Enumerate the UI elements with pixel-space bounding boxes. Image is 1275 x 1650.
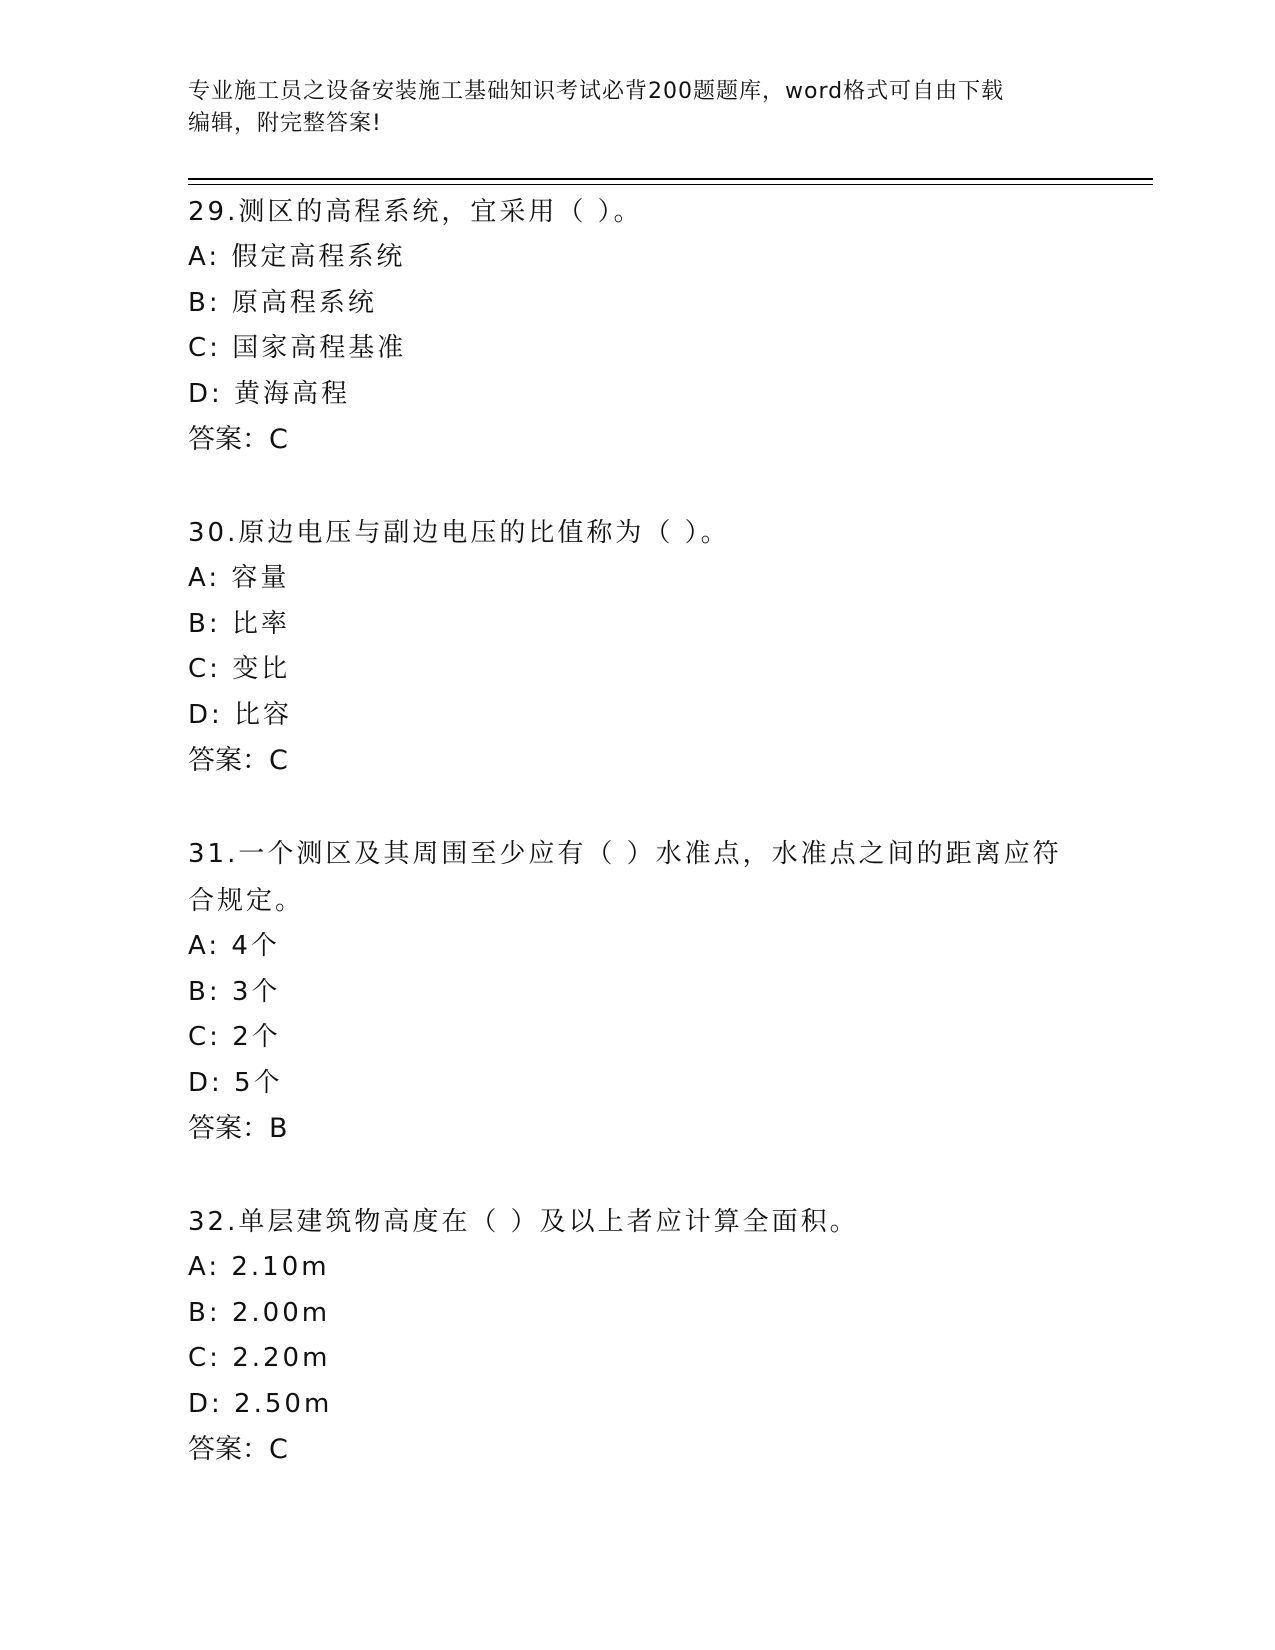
option-d — [188, 372, 1088, 418]
answer-line — [188, 738, 1088, 784]
question-number: 29. — [188, 197, 239, 227]
option-b — [188, 1291, 1088, 1337]
question-stem — [188, 509, 1088, 556]
question-text: 一个测区及其周围至少应有（ ）水准点，水准点之间的距离应符 — [238, 839, 1062, 869]
option-key: D: — [188, 699, 223, 730]
question-text: 原边电压与副边电压的比值称为（ ）。 — [238, 518, 730, 548]
answer-label: 答案： — [188, 1113, 269, 1144]
option-key: A: — [188, 242, 221, 272]
option-b — [188, 970, 1088, 1016]
question-30 — [188, 509, 1088, 784]
question-stem — [188, 1198, 1088, 1245]
option-text: 2个 — [232, 1022, 281, 1052]
question-text: 测区的高程系统，宜采用（ ）。 — [238, 197, 643, 227]
answer-value: C — [269, 745, 288, 776]
question-number: 30. — [188, 518, 239, 548]
option-text: 容量 — [231, 563, 290, 593]
option-text: 2.00m — [231, 1297, 331, 1328]
question-number: 32. — [188, 1207, 239, 1237]
option-key: C: — [188, 1022, 221, 1052]
option-text: 比率 — [231, 608, 290, 639]
option-key: D: — [188, 378, 223, 409]
answer-label: 答案： — [188, 424, 269, 455]
answer-value: C — [269, 1434, 288, 1465]
header-divider-thick — [188, 178, 1153, 180]
answer-line — [188, 1427, 1088, 1473]
answer-value: C — [269, 424, 288, 455]
option-key: A: — [188, 1252, 221, 1282]
option-a — [188, 235, 1088, 281]
question-number: 31. — [188, 839, 239, 869]
option-key: B: — [188, 1297, 221, 1328]
option-text: 假定高程系统 — [231, 242, 406, 272]
question-stem — [188, 830, 1088, 877]
option-text: 4个 — [231, 931, 280, 961]
option-key: A: — [188, 563, 221, 593]
option-b — [188, 602, 1088, 648]
option-key: C: — [188, 333, 221, 363]
option-key: A: — [188, 931, 221, 961]
option-text: 3个 — [231, 976, 281, 1007]
option-d — [188, 1061, 1088, 1107]
question-stem — [188, 188, 1088, 235]
question-stem-continuation: 合规定。 — [188, 886, 305, 916]
option-d — [188, 693, 1088, 739]
option-b — [188, 281, 1088, 327]
document-header — [188, 76, 1088, 140]
question-32 — [188, 1198, 1088, 1473]
option-a — [188, 556, 1088, 602]
question-text: 单层建筑物高度在（ ）及以上者应计算全面积。 — [238, 1207, 859, 1237]
answer-label: 答案： — [188, 745, 269, 776]
option-c — [188, 1336, 1088, 1382]
option-key: B: — [188, 287, 221, 318]
option-key: B: — [188, 608, 221, 639]
option-key: B: — [188, 976, 221, 1007]
header-title-line-1: 专业施工员之设备安装施工基础知识考试必背200题题库，word格式可自由下载 — [188, 79, 1005, 104]
header-title-line-2: 编辑，附完整答案! — [188, 111, 382, 136]
question-31 — [188, 830, 1088, 1152]
option-text: 5个 — [234, 1067, 283, 1098]
option-text: 黄海高程 — [234, 378, 351, 409]
question-29 — [188, 188, 1088, 463]
option-a — [188, 1245, 1088, 1291]
option-text: 2.20m — [232, 1343, 331, 1373]
question-list — [188, 188, 1088, 1519]
answer-label: 答案： — [188, 1434, 269, 1465]
answer-line — [188, 1106, 1088, 1152]
option-c — [188, 647, 1088, 693]
option-text: 原高程系统 — [231, 287, 377, 318]
option-d — [188, 1382, 1088, 1428]
header-divider-thin — [188, 184, 1153, 185]
option-text: 国家高程基准 — [232, 333, 407, 363]
option-text: 2.10m — [231, 1252, 330, 1282]
option-text: 变比 — [232, 654, 291, 684]
option-key: D: — [188, 1388, 223, 1419]
option-key: C: — [188, 1343, 221, 1373]
option-text: 比容 — [234, 699, 293, 730]
option-c — [188, 1015, 1088, 1061]
option-c — [188, 326, 1088, 372]
option-a — [188, 924, 1088, 970]
option-text: 2.50m — [234, 1388, 333, 1419]
answer-value: B — [269, 1113, 288, 1144]
option-key: D: — [188, 1067, 223, 1098]
answer-line — [188, 417, 1088, 463]
option-key: C: — [188, 654, 221, 684]
